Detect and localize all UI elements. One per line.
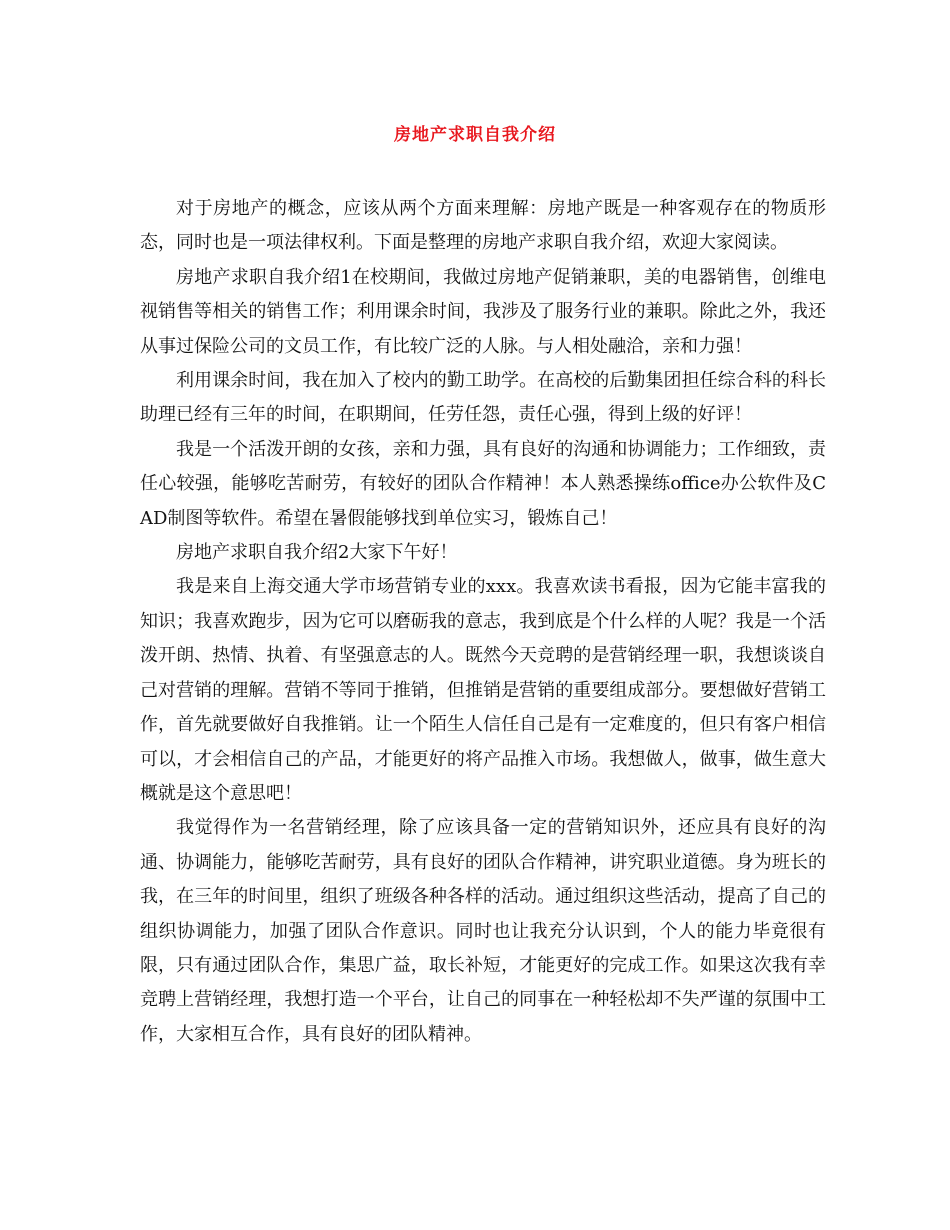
paragraph-work-study: 利用课余时间，我在加入了校内的勤工助学。在高校的后勤集团担任综合科的科长助理已经有三年的时间，在职期间，任劳任怨，责任心强，得到上级的好评！ [140,370,826,426]
paragraph-self-marketing: 我是来自上海交通大学市场营销专业的xxx。我喜欢读书看报，因为它能丰富我的知识；我喜欢跑步，因为它可以磨砺我的意志，我到底是个什么样的人呢？我是一个活泼开朗、热情、执着、有坚强意志的人。既然今天竞聘的是营销经理一职，我想谈谈自己对营销的理解。营销不等同于推销，但推销是营销的重要组成部分。要想做好营销工作，首先就要做好自我推销。让一个陌生人信任自己是有一定难度的，但只有客户相信可以，才会相信自己的产品，才能更好的将产品推入市场。我想做人，做事，做生意大概就是这个意思吧！ [140,576,826,804]
paragraph-personality: 我是一个活泼开朗的女孩，亲和力强，具有良好的沟通和协调能力；工作细致，责任心较强，能够吃苦耐劳，有较好的团队合作精神！本人熟悉操练office办公软件及CAD制图等软件。希望在暑假能够找到单位实习，锻炼自己！ [140,438,826,529]
paragraph-intro: 对于房地产的概念，应该从两个方面来理解：房地产既是一种客观存在的物质形态，同时也是一项法律权利。下面是整理的房地产求职自我介绍，欢迎大家阅读。 [140,198,826,254]
paragraph-marketing-manager: 我觉得作为一名营销经理，除了应该具备一定的营销知识外，还应具有良好的沟通、协调能力，能够吃苦耐劳，具有良好的团队合作精神，讲究职业道德。身为班长的我，在三年的时间里，组织了班级各种各样的活动。通过组织这些活动，提高了自己的组织协调能力，加强了团队合作意识。同时也让我充分认识到，个人的能力毕竟很有限，只有通过团队合作，集思广益，取长补短，才能更好的完成工作。如果这次我有幸竞聘上营销经理，我想打造一个平台，让自己的同事在一种轻松却不失严谨的氛围中工作，大家相互合作，具有良好的团队精神。 [140,817,826,1045]
paragraph-intro-1: 房地产求职自我介绍1在校期间，我做过房地产促销兼职，美的电器销售，创维电视销售等相关的销售工作；利用课余时间，我涉及了服务行业的兼职。除此之外，我还从事过保险公司的文员工作，有比较广泛的人脉。与人相处融洽，亲和力强！ [140,266,826,357]
document-title: 房地产求职自我介绍 [394,125,556,145]
document-body [140,192,826,1052]
paragraph-intro-2-heading: 房地产求职自我介绍2大家下午好！ [176,542,458,564]
